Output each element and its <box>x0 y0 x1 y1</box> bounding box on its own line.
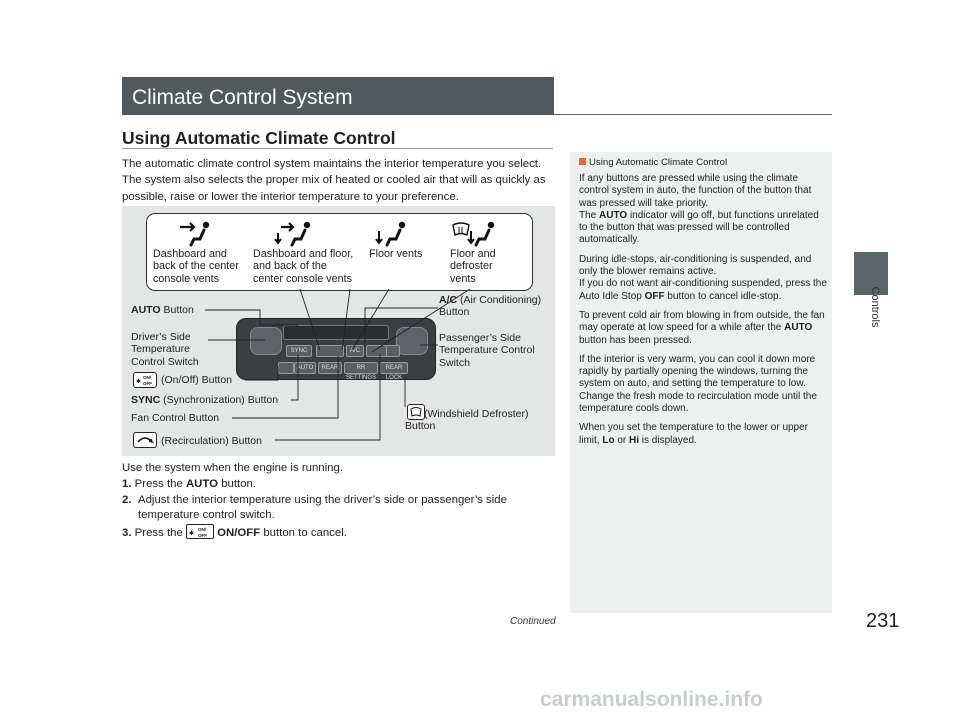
auto-button-callout: AUTO Button <box>131 304 194 316</box>
floor-defroster-vent-icon <box>451 219 499 249</box>
power-icon <box>186 524 214 539</box>
panel-rr-settings-button[interactable]: RR SETTINGS <box>344 362 378 374</box>
sync-button-callout: SYNC (Synchronization) Button <box>131 394 279 406</box>
passenger-switch-callout: Passenger’s Side Temperature Control Switch <box>439 332 535 369</box>
section-title: Using Automatic Climate Control <box>122 128 396 148</box>
panel-onoff-button[interactable] <box>278 362 294 374</box>
driver-temperature-switch[interactable] <box>250 327 282 355</box>
header-rule <box>554 114 832 115</box>
recirculation-icon <box>133 432 157 448</box>
svg-text:OFF: OFF <box>143 381 152 386</box>
watermark: carmanualsonline.info <box>540 688 763 711</box>
continued-label: Continued <box>510 616 556 627</box>
svg-text:✱: ✱ <box>188 531 194 538</box>
passenger-temperature-switch[interactable] <box>396 327 428 355</box>
page-title: Climate Control System <box>132 86 353 109</box>
note-body: If any buttons are pressed while using the climate control system in auto, the function of the button that was pressed will take priority. The AUTO indicator will go off, but functions unrelated to the button that was pressed will be controlled automatically. During idle-stops, air-conditioning is suspended, and only the blower remains active. If you do not want air-conditioning suspended, press the Auto Idle Stop OFF button to cancel idle-stop. To prevent cold air from blowing in from outside, the fan may operate at low speed for a while after the AUTO button has been pressed. If the interior is very warm, you can cool it down more rapidly by partially opening the windows, turning the system on auto, and setting the temperature to low. Change the fresh mode to recirculation mode until the temperature cools down. When you set the temperature to the lower or upper limit, Lo or Hi is displayed. <box>579 173 827 446</box>
step-3: 3. Press the ✱ ON/ OFF ON/OFF button to cancel. <box>122 524 562 542</box>
step-1: 1. Press the AUTO button. <box>122 477 257 490</box>
panel-display <box>283 325 389 340</box>
power-icon <box>133 372 157 388</box>
svg-text:ON/: ON/ <box>143 375 152 380</box>
floor-vent-icon <box>372 219 412 249</box>
steps-lead: Use the system when the engine is running. <box>122 462 343 474</box>
svg-text:✱: ✱ <box>136 379 142 385</box>
fan-button-callout: Fan Control Button <box>131 412 220 424</box>
vent-mode-label: Dashboard and floor, and back of the center console vents <box>253 248 354 285</box>
dashboard-vent-icon <box>176 219 216 249</box>
dashboard-floor-vent-icon <box>273 219 317 249</box>
onoff-button-callout: (On/Off) Button <box>161 374 233 386</box>
panel-rear-lock-button[interactable]: REAR LOCK <box>380 362 408 374</box>
defroster-button-callout: (Windshield Defroster) Button <box>405 408 529 433</box>
step-2: 2. Adjust the interior temperature using the driver’s side or passenger’s side temperature control switch. <box>122 493 507 522</box>
note-marker-icon <box>579 158 586 165</box>
page-number: 231 <box>866 610 900 632</box>
svg-text:OFF: OFF <box>197 533 207 539</box>
panel-defroster-button[interactable] <box>386 345 400 357</box>
panel-ac-button[interactable]: A/C <box>346 345 364 357</box>
recirculation-button-callout: (Recirculation) Button <box>161 435 262 447</box>
steps-list <box>122 461 562 542</box>
ac-button-callout: A/C (Air Conditioning) Button <box>439 294 542 319</box>
panel-recirculation-button[interactable] <box>366 345 388 357</box>
vent-mode-label: Floor and defroster vents <box>450 248 496 285</box>
panel-auto-button[interactable]: AUTO <box>294 362 316 374</box>
intro-paragraph: The automatic climate control system maintains the interior temperature you select. The system also selects the proper mix of heated or cooled air that will as quickly as possible, raise or lower the interior temperature to your preference. <box>122 158 546 203</box>
chapter-tab-label: Controls <box>869 286 881 328</box>
panel-fan-button[interactable] <box>316 345 344 357</box>
panel-rear-button[interactable]: REAR <box>318 362 342 374</box>
panel-sync-button[interactable]: SYNC <box>286 345 312 357</box>
driver-switch-callout: Driver’s Side Temperature Control Switch <box>131 331 199 368</box>
vent-mode-label: Dashboard and back of the center console vents <box>153 248 239 285</box>
vent-mode-label: Floor vents <box>369 248 423 260</box>
svg-text:ON/: ON/ <box>197 527 206 533</box>
note-heading: Using Automatic Climate Control <box>579 157 727 168</box>
section-divider <box>122 148 553 149</box>
